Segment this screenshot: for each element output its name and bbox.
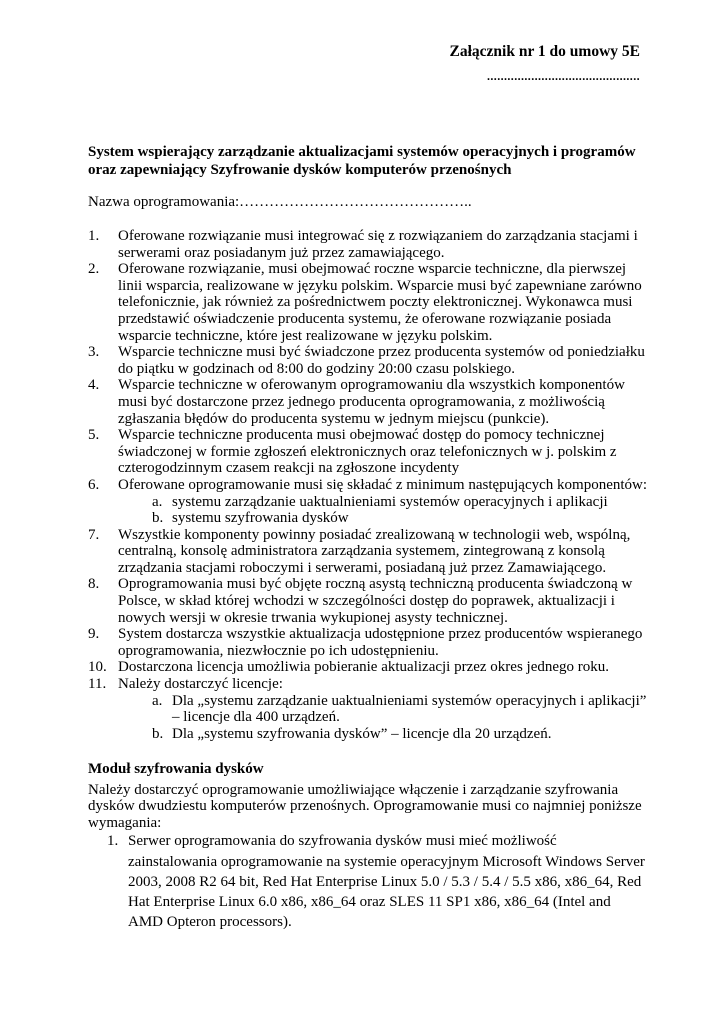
list-item-text: Oprogramowania musi być objęte roczną asystą techniczną producenta świadczoną w Polsce, w skład której wchodzi w szczególności dostęp do poprawek, aktualizacji i nowych wersji w okresie trwania wykupionej asysty technicznej. (118, 576, 633, 626)
document-title-line-1: System wspierający zarządzanie aktualizacjami systemów operacyjnych i programów (88, 144, 636, 160)
sub-list-text: Dla „systemu zarządzanie uaktualnieniami systemów operacyjnych i aplikacji” – licencje dla 400 urządzeń. (172, 692, 647, 726)
list-item (88, 676, 648, 693)
list-item (88, 626, 648, 659)
list-item-text: System dostarcza wszystkie aktualizacja udostępnione przez producentów wspieranego oprogramowania, niezwłocznie po ich udostępnieniu. (118, 626, 643, 659)
sub-list-letter: a. (152, 692, 163, 709)
list-item-number: 11. (88, 676, 107, 693)
annex-title: Załącznik nr 1 do umowy 5E (449, 43, 640, 60)
list-item (88, 477, 648, 494)
sub-list-letter: b. (152, 510, 164, 527)
sub-list-item (88, 726, 648, 743)
section-heading: Moduł szyfrowania dysków (88, 761, 264, 777)
annex-dots-line: ............................................. (487, 69, 640, 83)
list-item-number: 7. (88, 526, 100, 543)
sub-list-letter: b. (152, 725, 164, 742)
list-item-text: Dostarczona licencja umożliwia pobieranie aktualizacji przez okres jednego roku. (118, 659, 610, 676)
sub-list-item (88, 510, 648, 527)
list-item-number: 2. (88, 261, 100, 278)
list-item-number: 1. (88, 228, 100, 244)
document-title (88, 144, 648, 179)
list-item-text: Wsparcie techniczne w oferowanym oprogramowaniu dla wszystkich komponentów musi być dostarczone przez jednego producenta oprogramowania, z możliwością zgłaszania błędów do producenta systemu w jednym miejscu (punkcie). (118, 377, 625, 427)
list-item-number: 6. (88, 476, 100, 493)
list-item-text: Wszystkie komponenty powinny posiadać zrealizowaną w technologii web, wspólną, centralną, konsolę administratora zarządzania systemem, zintegrowaną z konsolą zrządzania stacjami roboczymi i serwerami, posiadaną już przez Zamawiającego. (118, 526, 631, 576)
sub-list-text: systemu szyfrowania dysków (172, 510, 349, 527)
sub-list-item (88, 494, 648, 511)
software-name-label: Nazwa oprogramowania:……………………………………….. (88, 194, 472, 210)
list-item (88, 576, 648, 626)
list-item (88, 659, 648, 676)
list-item-text: Oferowane rozwiązanie, musi obejmować roczne wsparcie techniczne, dla pierwszej linii wsparcia, realizowane w języku polskim. Wsparcie musi być zapewniane zarówno telefonicznie, jak również za pośrednictwem poczty elektronicznej. Wykonawca musi przedstawić oświadczenie producenta systemu, że oferowane rozwiązanie posiada wsparcie techniczne, które jest realizowane w języku polskim. (118, 261, 642, 344)
list-item-text: Oferowane rozwiązanie musi integrować się z rozwiązaniem do zarządzania stacjami i serwerami oraz posiadanym już przez zamawiającego. (118, 228, 638, 261)
list-item (88, 261, 648, 344)
requirement-text: Serwer oprogramowania do szyfrowania dysków musi mieć możliwość zainstalowania oprogramowanie na systemie operacyjnym Microsoft Windows Server 2003, 2008 R2 64 bit, Red Hat Enterprise Linux 5.0 / 5.3 / 5.4 / 5.5 x86, x86_64, Red Hat Enterprise Linux 6.0 x86, x86_64 oraz SLES 11 SP1 x86, x86_64 (Intel and AMD Opteron processors). (128, 833, 645, 931)
disk-encryption-section (88, 761, 648, 932)
list-item-number: 5. (88, 427, 100, 444)
list-item-text: Należy dostarczyć licencje: (118, 676, 283, 693)
list-item-number: 9. (88, 626, 100, 643)
list-item-number: 8. (88, 576, 100, 593)
section-intro: Należy dostarczyć oprogramowanie umożliwiające włączenie i zarządzanie szyfrowania dysków dwudziestu komputerów przenośnych. Oprogramowanie musi co najmniej poniższe wymagania: (88, 781, 642, 831)
sub-list-text: Dla „systemu szyfrowania dysków” – licencje dla 20 urządzeń. (172, 725, 552, 742)
list-item-text: Oferowane oprogramowanie musi się składać z minimum następujących komponentów: (118, 476, 648, 493)
list-item-number: 3. (88, 344, 100, 361)
sub-list-item (88, 693, 648, 726)
list-item-text: Wsparcie techniczne producenta musi obejmować dostęp do pomocy technicznej świadczonej w formie zgłoszeń elektronicznych oraz telefonicznych w j. polskim z czterogodzinnym czasem reakcji na zgłoszone incydenty (118, 427, 617, 477)
sub-list-letter: a. (152, 493, 163, 510)
list-item (88, 427, 648, 477)
sub-list-text: systemu zarządzanie uaktualnieniami systemów operacyjnych i aplikacji (172, 493, 608, 510)
requirement-number: 1. (107, 833, 119, 850)
document-title-line-2: oraz zapewniający Szyfrowanie dysków komputerów przenośnych (88, 161, 512, 178)
list-item (88, 527, 648, 577)
requirement-item (88, 831, 648, 932)
list-item-text: Wsparcie techniczne musi być świadczone przez producenta systemów od poniedziałku do piątku w godzinach od 8:00 do godziny 20:00 czasu polskiego. (118, 344, 645, 377)
list-item (88, 377, 648, 427)
requirements-list (88, 228, 648, 742)
list-item-number: 10. (88, 659, 107, 676)
list-item-number: 4. (88, 377, 100, 394)
list-item (88, 228, 648, 261)
list-item (88, 344, 648, 377)
